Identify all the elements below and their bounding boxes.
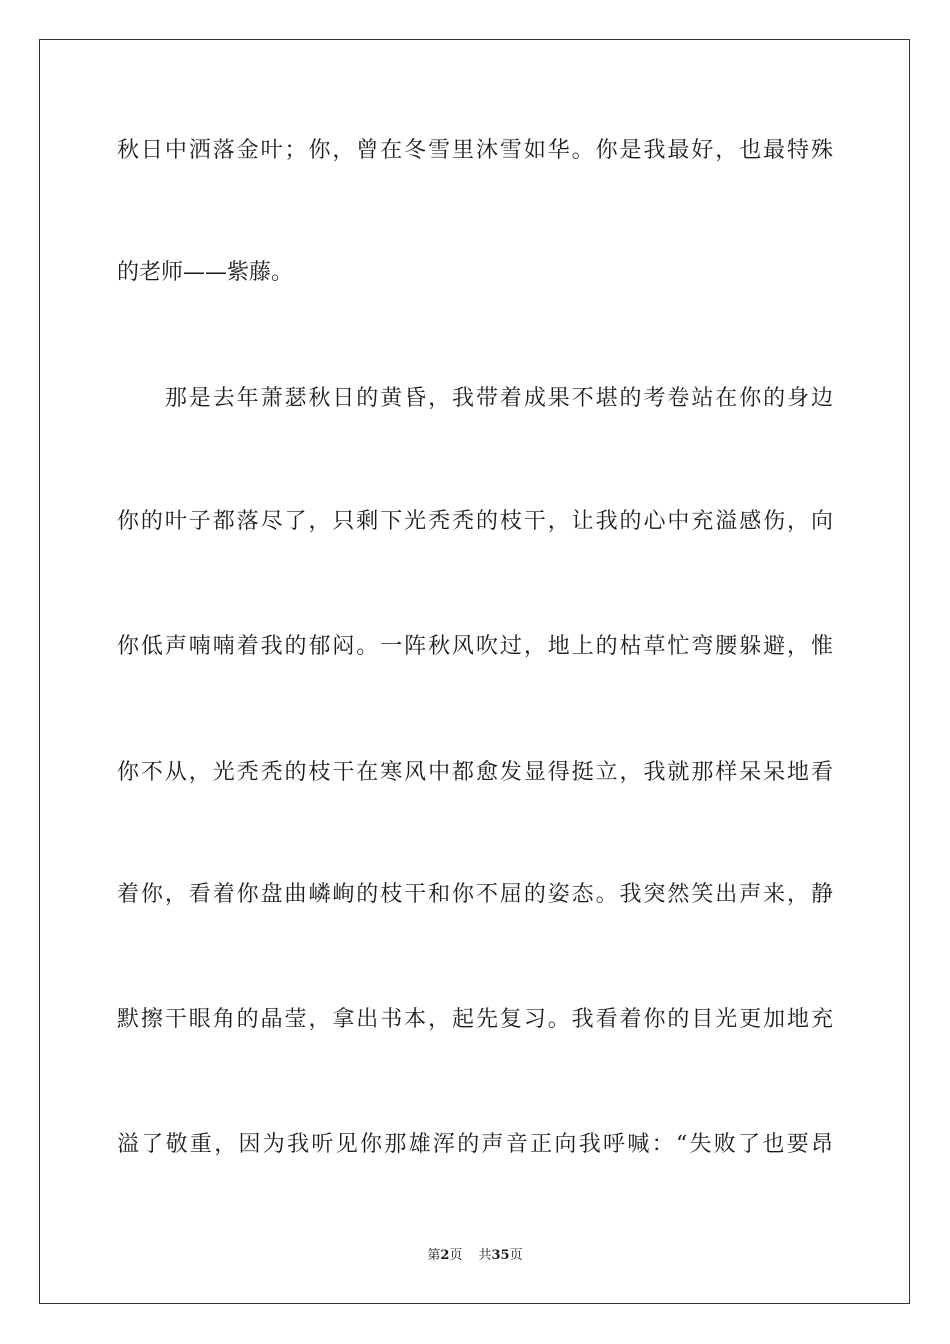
text-line-5: 你低声喃喃着我的郁闷。一阵秋风吹过，地上的枯草忙弯腰躲避，惟 xyxy=(117,634,833,659)
text-line-1: 秋日中洒落金叶；你，曾在冬雪里沐雪如华。你是我最好，也最特殊 xyxy=(117,138,833,163)
total-suffix: 页 xyxy=(509,1248,523,1263)
text-line-4: 你的叶子都落尽了，只剩下光秃秃的枝干，让我的心中充溢感伤，向 xyxy=(117,509,833,534)
text-line-9: 溢了敬重，因为我听见你那雄浑的声音正向我呼喊：“失败了也要昂 xyxy=(117,1132,833,1157)
page-border xyxy=(39,39,910,1304)
text-line-3: 那是去年萧瑟秋日的黄昏，我带着成果不堪的考卷站在你的身边 xyxy=(117,386,833,411)
text-line-8: 默擦干眼角的晶莹，拿出书本，起先复习。我看着你的目光更加地充 xyxy=(117,1007,833,1032)
total-prefix: 共 xyxy=(478,1248,492,1263)
total-pages: 35 xyxy=(491,1248,510,1263)
page-number: 2 xyxy=(440,1248,450,1263)
page-footer xyxy=(0,1247,950,1265)
page-prefix: 第 xyxy=(427,1248,441,1263)
text-line-2: 的老师——紫藤。 xyxy=(117,260,294,285)
text-line-7: 着你，看着你盘曲嶙峋的枝干和你不屈的姿态。我突然笑出声来，静 xyxy=(117,882,833,907)
text-line-6: 你不从，光秃秃的枝干在寒风中都愈发显得挺立，我就那样呆呆地看 xyxy=(117,760,833,785)
page-suffix: 页 xyxy=(449,1248,463,1263)
